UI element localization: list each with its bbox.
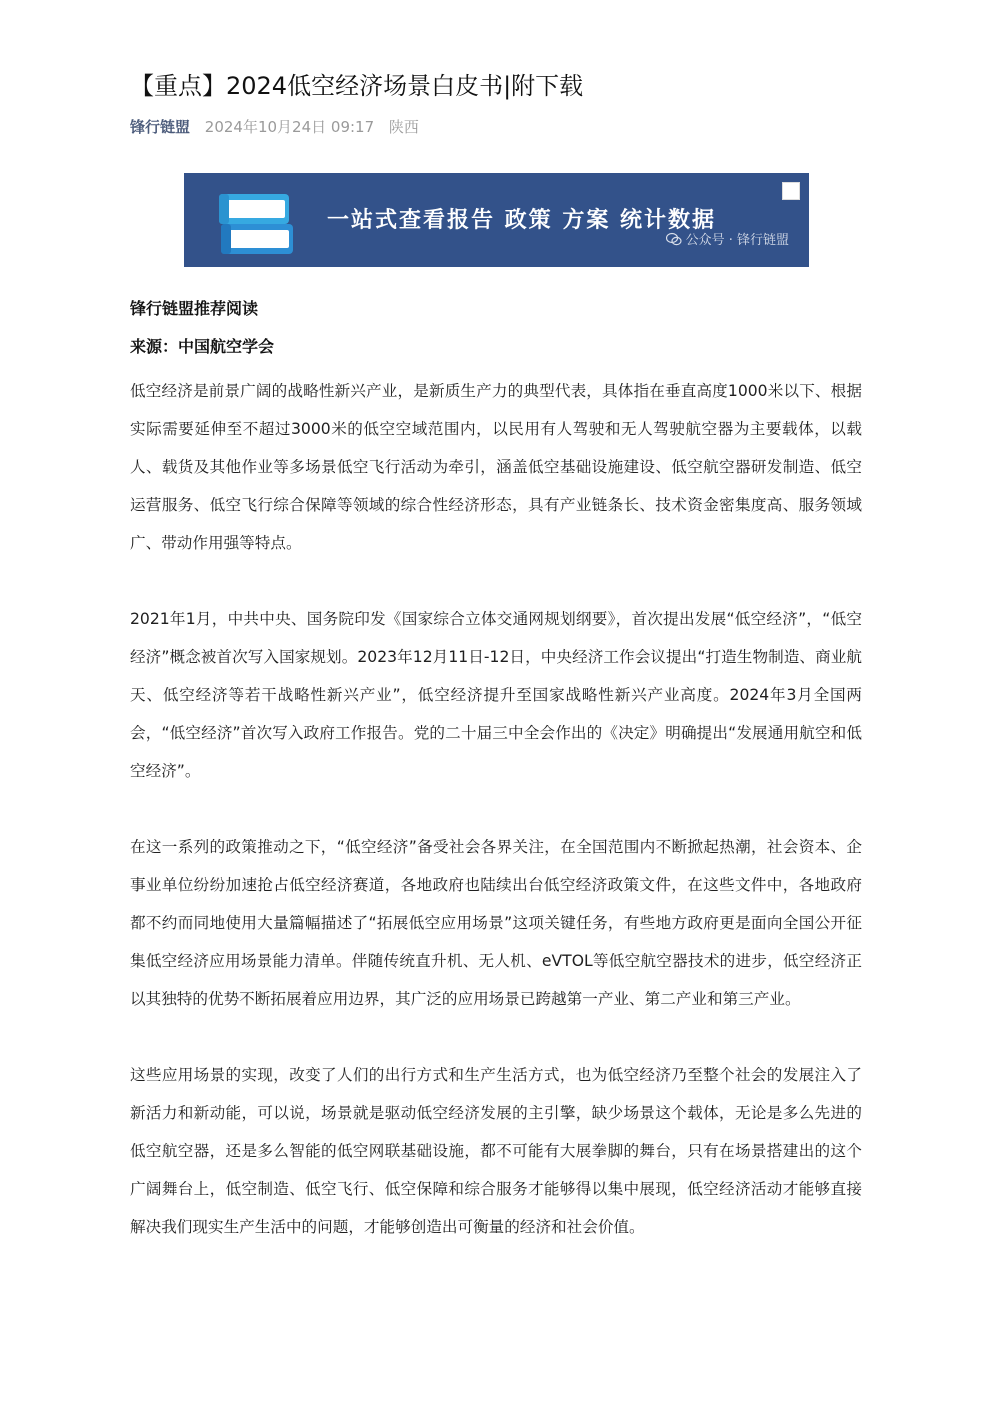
paragraph: 低空经济是前景广阔的战略性新兴产业，是新质生产力的典型代表，具体指在垂直高度1000米以下、根据实际需要延伸至不超过3000米的低空空域范围内，以民用有人驾驶和无人驾驶航空器为主要载体，以载人、载货及其他作业等多场景低空飞行活动为牵引，涵盖低空基础设施建设、低空航空器研发制造、低空运营服务、低空飞行综合保障等领域的综合性经济形态，具有产业链条长、技术资金密集度高、服务领域广、带动作用强等特点。 bbox=[130, 382, 862, 552]
article-title: 【重点】2024低空经济场景白皮书|附下载 bbox=[130, 72, 584, 100]
banner-headline: 一站式查看报告 政策 方案 统计数据 bbox=[327, 208, 716, 233]
paragraph: 这些应用场景的实现，改变了人们的出行方式和生产生活方式，也为低空经济乃至整个社会的发展注入了新活力和新动能，可以说，场景就是驱动低空经济发展的主引擎，缺少场景这个载体，无论是多么先进的低空航空器，还是多么智能的低空网联基础设施，都不可能有大展拳脚的舞台，只有在场景搭建出的这个广阔舞台上，低空制造、低空飞行、低空保障和综合服务才能够得以集中展现，低空经济活动才能够直接解决我们现实生产生活中的问题，才能够创造出可衡量的经济和社会价值。 bbox=[130, 1066, 862, 1236]
recommend-label: 锋行链盟推荐阅读 bbox=[130, 299, 259, 318]
promo-banner[interactable] bbox=[184, 173, 809, 267]
paragraph: 2021年1月，中共中央、国务院印发《国家综合立体交通网规划纲要》，首次提出发展“低空经济”，“低空经济”概念被首次写入国家规划。2023年12月11日-12日，中央经济工作会议提出“打造生物制造、商业航天、低空经济等若干战略性新兴产业”，低空经济提升至国家战略性新兴产业高度。2024年3月全国两会，“低空经济”首次写入政府工作报告。党的二十届三中全会作出的《决定》明确提出“发展通用航空和低空经济”。 bbox=[130, 610, 862, 780]
article-body bbox=[130, 296, 862, 1284]
publish-date: 2024年10月24日 09:17 bbox=[204, 118, 375, 136]
banner-close-box[interactable] bbox=[782, 182, 800, 200]
books-icon bbox=[217, 188, 297, 258]
paragraph: 在这一系列的政策推动之下，“低空经济”备受社会各界关注，在全国范围内不断掀起热潮，社会资本、企事业单位纷纷加速抢占低空经济赛道，各地政府也陆续出台低空经济政策文件，在这些文件中，各地政府都不约而同地使用大量篇幅描述了“拓展低空应用场景”这项关键任务，有些地方政府更是面向全国公开征集低空经济应用场景能力清单。伴随传统直升机、无人机、eVTOL等低空航空器技术的进步，低空经济正以其独特的优势不断拓展着应用边界，其广泛的应用场景已跨越第一产业、第二产业和第三产业。 bbox=[130, 838, 862, 1008]
source-label: 来源：中国航空学会 bbox=[130, 337, 275, 356]
author-link[interactable]: 锋行链盟 bbox=[130, 118, 191, 136]
article-meta bbox=[130, 114, 419, 140]
publish-location: 陕西 bbox=[388, 118, 419, 136]
watermark-text: 公众号 · 锋行链盟 bbox=[685, 233, 789, 248]
wechat-icon bbox=[666, 232, 682, 246]
watermark bbox=[666, 231, 789, 251]
